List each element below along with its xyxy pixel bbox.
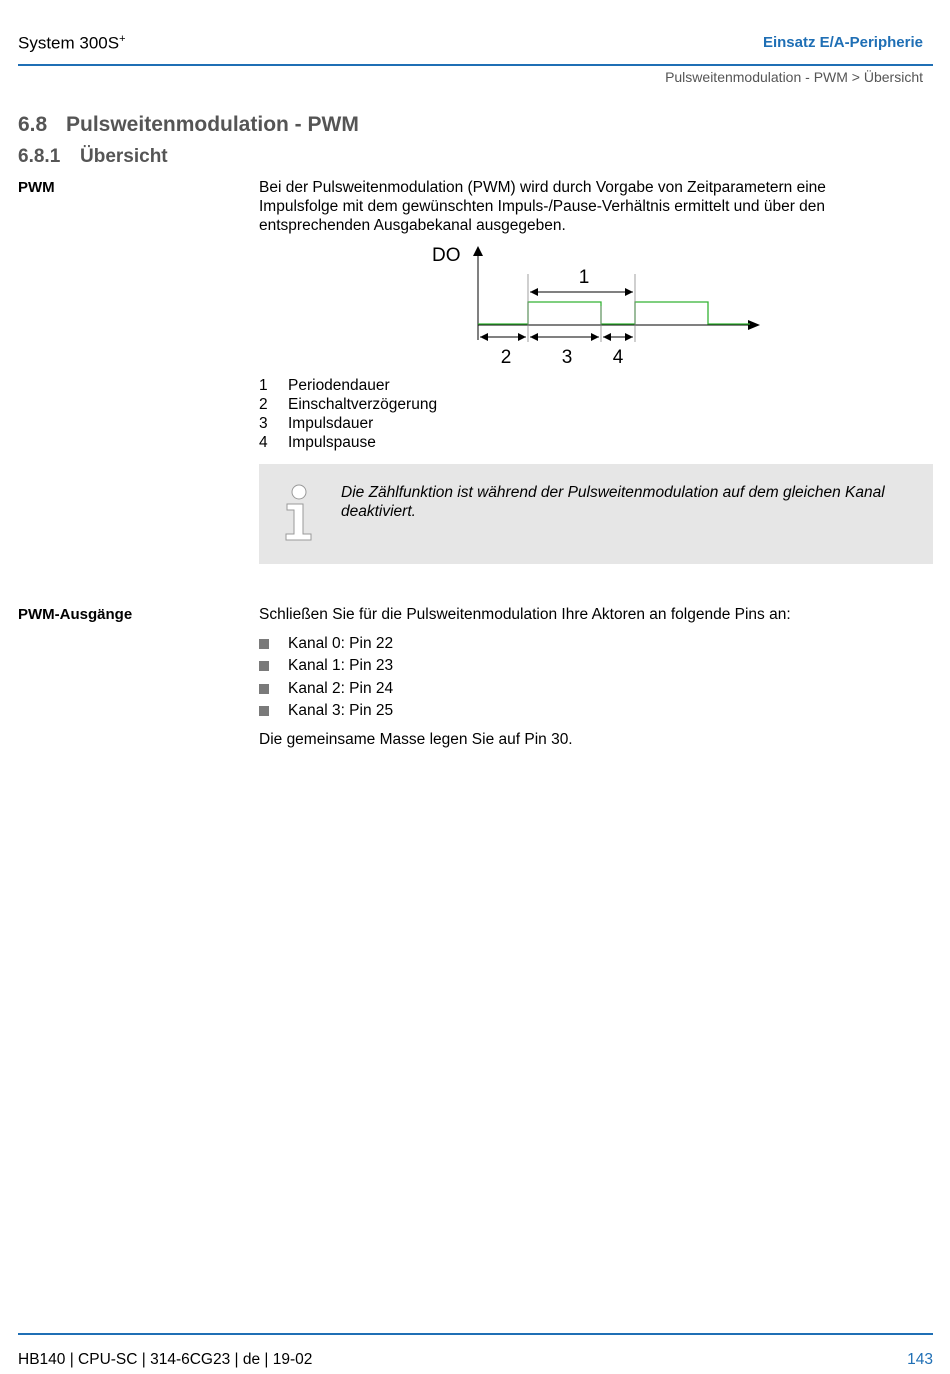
marker-2: 2	[500, 347, 512, 368]
period-arrowhead-left	[530, 288, 538, 296]
bullet-square-icon	[259, 706, 269, 716]
subsection-heading	[18, 146, 168, 168]
section-heading	[18, 113, 359, 137]
document-id: HB140 | CPU-SC | 314-6CG23 | de | 19-02	[18, 1351, 313, 1368]
chapter-title: Einsatz E/A-Peripherie	[762, 34, 923, 51]
info-note-text: Die Zählfunktion ist während der Pulsweitenmodulation auf dem gleichen Kanal deaktiviert.	[341, 484, 885, 520]
legend-number: 3	[259, 415, 268, 432]
pulse-arrowhead-right	[591, 333, 599, 341]
legend-text: Impulspause	[288, 434, 376, 451]
bullet-square-icon	[259, 639, 269, 649]
subsection-number: 6.8.1	[18, 146, 61, 167]
x-axis-arrow	[748, 320, 760, 330]
info-icon	[283, 484, 315, 542]
page-number: 143	[907, 1351, 933, 1368]
legend-item	[259, 414, 437, 433]
list-item-text: Kanal 0: Pin 22	[288, 635, 394, 653]
list-item	[259, 678, 393, 700]
list-item	[259, 633, 393, 655]
legend-number: 4	[259, 434, 268, 451]
info-note	[259, 464, 933, 564]
legend-text: Einschaltverzögerung	[288, 396, 438, 413]
legend-text: Impulsdauer	[288, 415, 374, 432]
list-item-text: Kanal 2: Pin 24	[288, 679, 394, 697]
legend-item	[259, 376, 437, 395]
diagram-legend	[259, 376, 437, 452]
marker-3: 3	[561, 347, 573, 368]
product-title: System 300S+	[18, 33, 126, 53]
breadcrumb: Pulsweitenmodulation - PWM > Übersicht	[665, 69, 923, 85]
pwm-outputs-intro: Schließen Sie für die Pulsweitenmodulation Ihre Aktoren an folgende Pins an:	[259, 606, 791, 623]
bullet-square-icon	[259, 661, 269, 671]
pwm-intro: Bei der Pulsweitenmodulation (PWM) wird durch Vorgabe von Zeitparametern eine Impulsfolge mit dem gewünschten Impuls-/Pause-Verhältnis ermittelt und über den entsprechenden Ausgabekanal ausgegeben.	[259, 179, 826, 234]
period-arrowhead-right	[625, 288, 633, 296]
marker-4: 4	[612, 347, 624, 368]
legend-item	[259, 395, 437, 414]
legend-item	[259, 433, 437, 452]
pulse-arrowhead-left	[530, 333, 538, 341]
section-number: 6.8	[18, 113, 48, 136]
pin-list	[259, 633, 393, 722]
section-title: Pulsweitenmodulation - PWM	[66, 113, 359, 136]
pwm-signal	[478, 302, 750, 324]
legend-number: 2	[259, 396, 268, 413]
bullet-square-icon	[259, 684, 269, 694]
delay-arrowhead-left	[480, 333, 488, 341]
legend-text: Periodendauer	[288, 377, 390, 394]
pause-arrowhead-left	[603, 333, 611, 341]
y-axis-arrow	[473, 246, 483, 256]
axis-label-do: DO	[432, 245, 461, 266]
pause-arrowhead-right	[625, 333, 633, 341]
product-title-sup: +	[119, 33, 126, 45]
legend-number: 1	[259, 377, 268, 394]
marker-1: 1	[578, 267, 590, 288]
pwm-label: PWM	[18, 179, 55, 196]
pwm-outputs-label: PWM-Ausgänge	[18, 606, 133, 623]
list-item-text: Kanal 1: Pin 23	[288, 657, 394, 675]
list-item-text: Kanal 3: Pin 25	[288, 702, 394, 720]
pwm-timing-diagram	[420, 240, 780, 372]
ground-pin-text: Die gemeinsame Masse legen Sie auf Pin 30.	[259, 731, 573, 748]
delay-arrowhead-right	[518, 333, 526, 341]
footer-divider	[18, 1333, 933, 1335]
subsection-title: Übersicht	[80, 146, 168, 167]
list-item	[259, 700, 393, 722]
list-item	[259, 655, 393, 677]
header-divider	[18, 64, 933, 66]
